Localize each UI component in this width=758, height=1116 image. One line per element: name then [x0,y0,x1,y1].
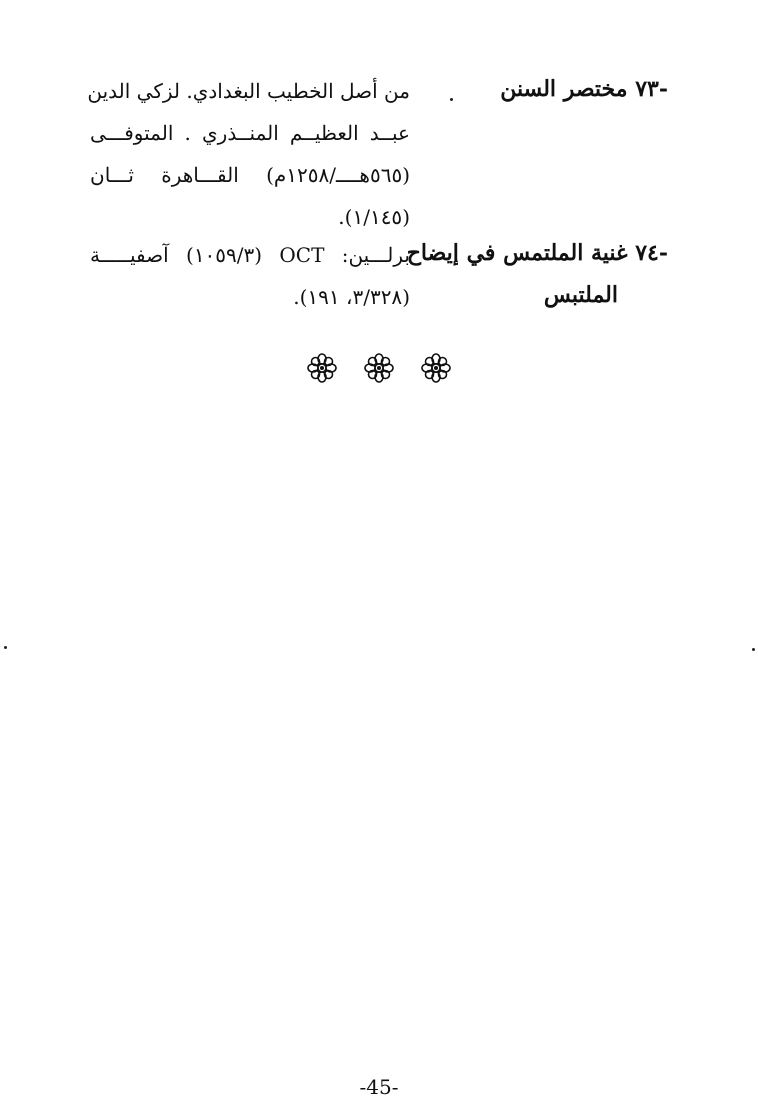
entry-73-line-3: (٥٦٥هــــ/١٢٥٨م) القـــاهرة ثـــان [90,163,410,187]
entry-73-heading [500,76,668,102]
entry-73 [87,70,668,230]
scan-speck [4,646,7,649]
flower-ornament-icon [306,352,338,384]
entry-73-body [87,70,410,238]
scan-speck [752,648,755,651]
entry-73-line-1: من أصل الخطيب البغدادي. لزكي الدين [87,79,410,103]
entry-74-number: -٧٤ [635,240,668,266]
entry-73-number: -٧٣ [635,76,668,102]
entry-74 [90,234,668,324]
entry-74-line-2: (٣/٣٢٨، ١٩١). [293,285,410,309]
entry-74-heading [407,240,668,266]
scan-speck [450,98,453,101]
flower-ornament-icon [420,352,452,384]
ornament-divider [0,352,758,391]
entry-73-line-4: (١/١٤٥). [338,205,410,229]
entry-73-title: مختصر السنن [500,76,628,102]
page-number: -45- [359,1075,399,1099]
entry-74-body [90,234,410,318]
entry-73-line-2: عبــد العظيــم المنــذري . المتوفـــى [90,121,410,145]
flower-ornament-icon [363,352,395,384]
entry-74-title: غنية الملتمس في إيضاح [406,240,628,266]
entry-74-line-1: برلـــين: OCT (١٠٥٩/٣) آصفيـــــة [90,243,410,267]
entry-74-title-cont: الملتبس [543,282,618,308]
